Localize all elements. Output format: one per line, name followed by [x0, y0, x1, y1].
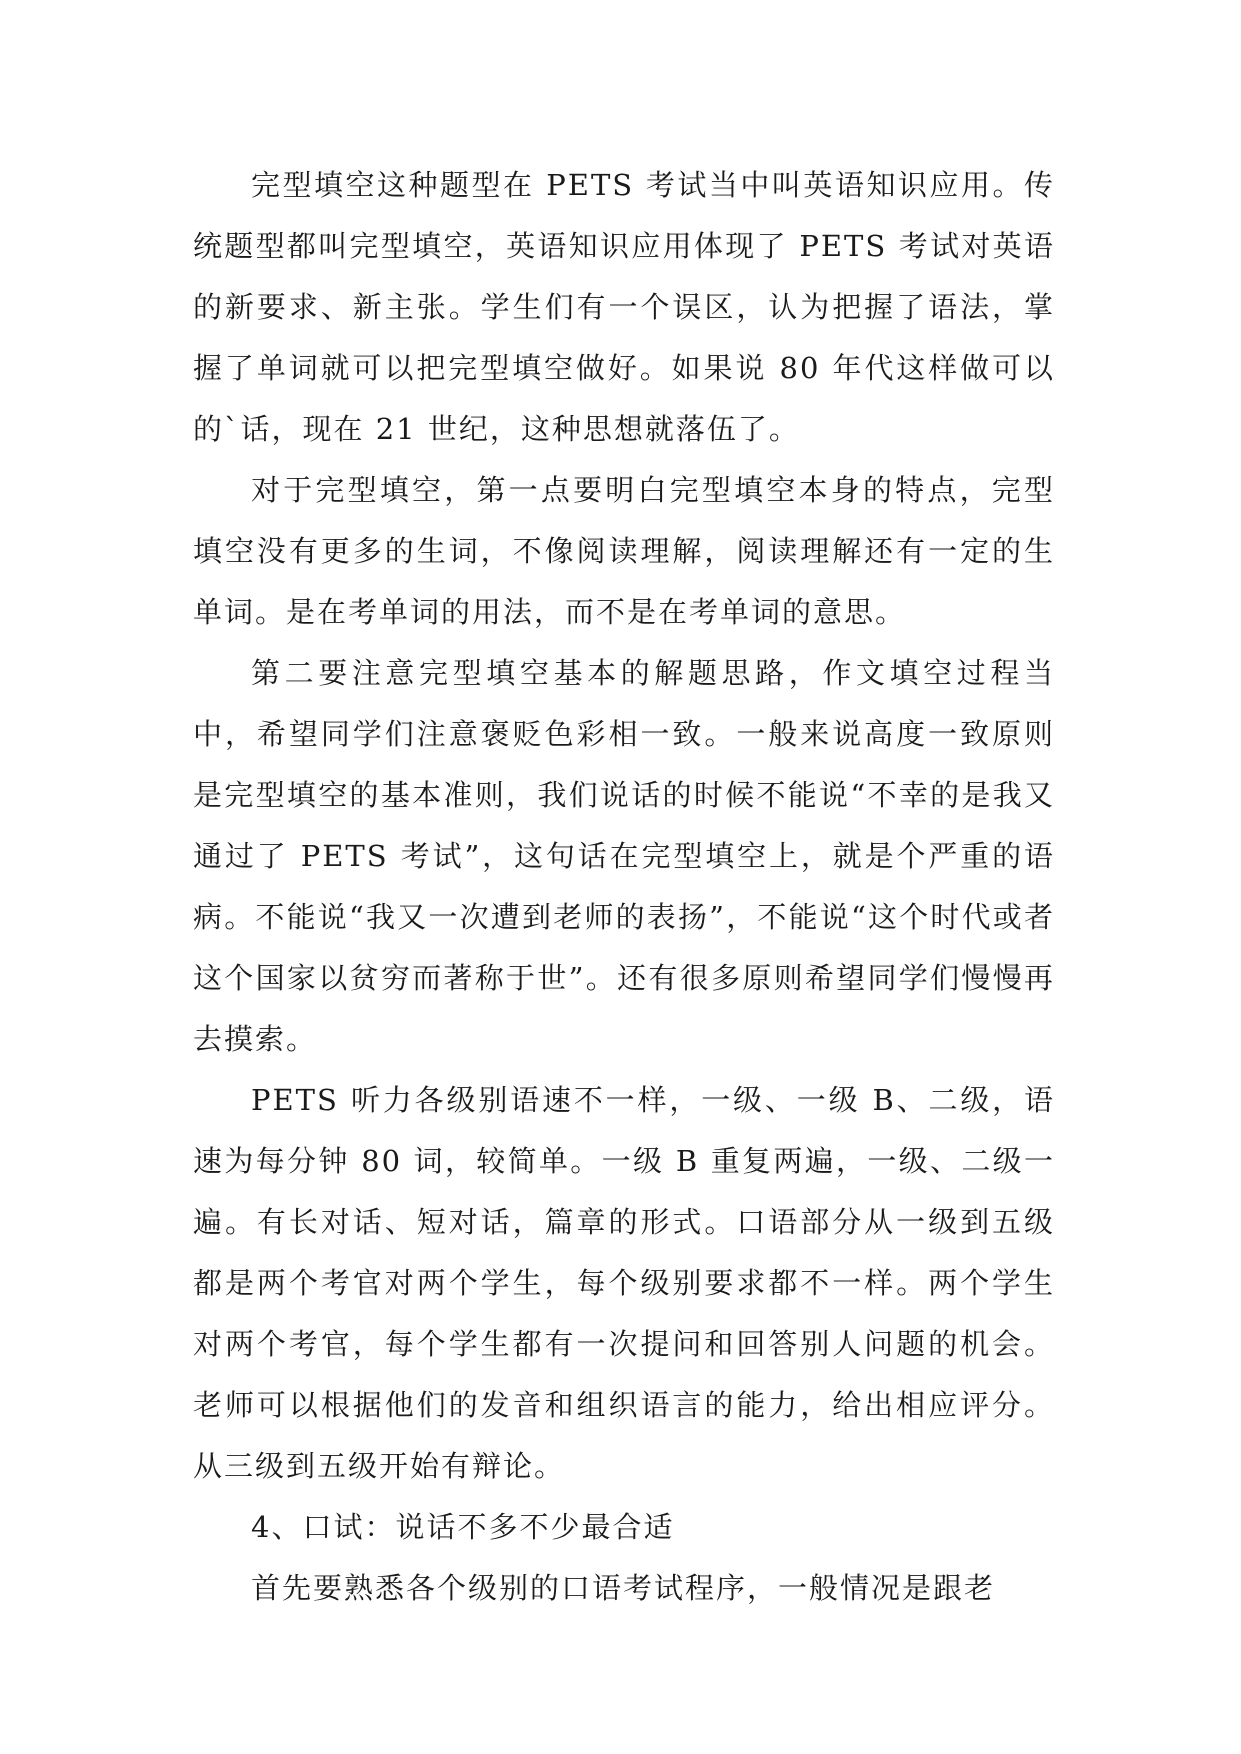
paragraph-cloze-approach: 第二要注意完型填空基本的解题思路，作文填空过程当中，希望同学们注意褒贬色彩相一致。一般来说高度一致原则是完型填空的基本准则，我们说话的时候不能说“不幸的是我又通过了 PETS 考试”，这句话在完型填空上，就是个严重的语病。不能说“我又一次遭到老师的表扬”，不能说“这个时代或者这个国家以贫穷而著称于世”。还有很多原则希望同学们慢慢再去摸索。 — [193, 656, 1055, 1056]
section-heading-oral-exam: 4、口试：说话不多不少最合适 — [251, 1510, 675, 1544]
paragraph-oral-exam-start: 首先要熟悉各个级别的口语考试程序，一般情况是跟老 — [251, 1571, 996, 1605]
paragraph-listening-speaking: PETS 听力各级别语速不一样，一级、一级 B、二级，语速为每分钟 80 词，较简单。一级 B 重复两遍，一级、二级一遍。有长对话、短对话，篇章的形式。口语部分从一级到五级都是两个考官对两个学生，每个级别要求都不一样。两个学生对两个考官，每个学生都有一次提问和回答别人问题的机会。老师可以根据他们的发音和组织语言的能力，给出相应评分。从三级到五级开始有辩论。 — [193, 1083, 1055, 1483]
document-body — [193, 155, 1055, 1619]
paragraph-cloze-intro: 完型填空这种题型在 PETS 考试当中叫英语知识应用。传统题型都叫完型填空，英语知识应用体现了 PETS 考试对英语的新要求、新主张。学生们有一个误区，认为把握了语法，掌握了单词就可以把完型填空做好。如果说 80 年代这样做可以的`话，现在 21 世纪，这种思想就落伍了。 — [193, 168, 1055, 446]
paragraph-cloze-features: 对于完型填空，第一点要明白完型填空本身的特点，完型填空没有更多的生词，不像阅读理解，阅读理解还有一定的生单词。是在考单词的用法，而不是在考单词的意思。 — [193, 473, 1055, 629]
